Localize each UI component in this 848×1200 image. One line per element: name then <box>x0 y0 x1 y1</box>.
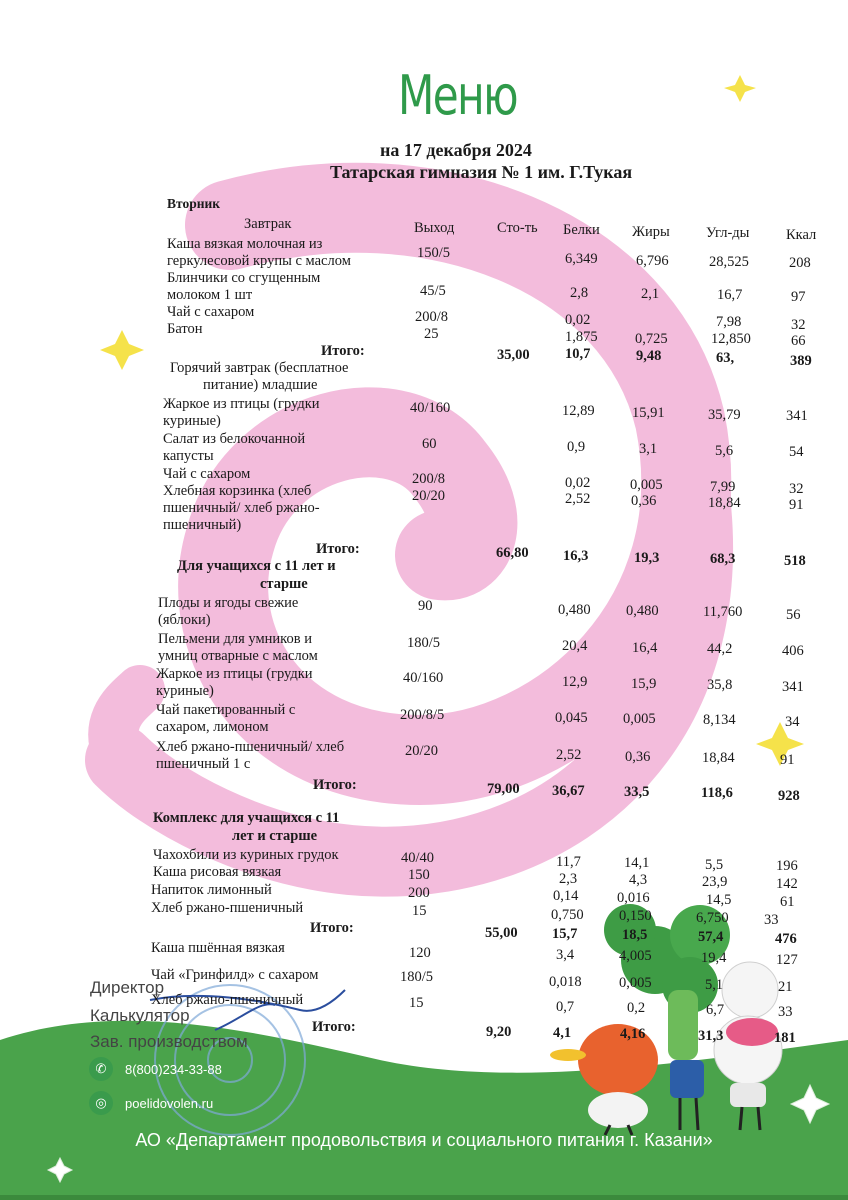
item-protein: 0,750 <box>551 907 584 923</box>
item-carbs: 12,850 <box>711 331 751 347</box>
item-name: Жаркое из птицы (грудки <box>163 396 320 412</box>
item-carbs: 18,84 <box>708 495 741 511</box>
item-kcal: 341 <box>782 679 804 695</box>
item-protein: 2,8 <box>570 285 589 301</box>
day-label: Вторник <box>167 196 221 211</box>
item-name: Жаркое из птицы (грудки <box>156 666 313 682</box>
section-title: старше <box>260 576 308 592</box>
item-kcal: 142 <box>776 876 798 892</box>
item-fat: 0,150 <box>619 908 652 924</box>
col-output: Выход <box>414 220 455 236</box>
item-carbs: 23,9 <box>702 874 728 890</box>
total-fat: 9,48 <box>636 348 662 364</box>
item-output: 180/5 <box>407 635 441 651</box>
item-fat: 0,36 <box>625 749 651 765</box>
item-output: 15 <box>409 995 424 1011</box>
item-kcal: 56 <box>786 607 801 623</box>
item-protein: 0,018 <box>549 974 582 990</box>
col-protein: Белки <box>563 222 600 238</box>
website-link[interactable]: poelidovolen.ru <box>125 1096 214 1111</box>
total-fat: 19,3 <box>634 550 660 566</box>
item-carbs: 14,5 <box>706 892 732 908</box>
item-carbs: 7,99 <box>710 479 736 495</box>
phone-icon: ✆ <box>89 1057 113 1081</box>
col-carbs: Угл-ды <box>706 225 750 241</box>
item-name: Каша вязкая молочная из <box>167 236 323 252</box>
item-output: 90 <box>418 598 433 614</box>
production-label: Зав. производством <box>90 1032 248 1051</box>
item-kcal: 34 <box>785 714 800 730</box>
item-output: 200/8 <box>412 471 446 487</box>
item-output: 15 <box>412 903 427 919</box>
item-name: Чай с сахаром <box>163 466 251 482</box>
total-protein: 4,1 <box>553 1025 572 1041</box>
item-carbs: 7,98 <box>716 314 742 330</box>
total-kcal: 518 <box>784 553 806 569</box>
item-carbs: 35,8 <box>707 677 733 693</box>
item-name: Чахохбили из куриных грудок <box>153 847 339 863</box>
item-carbs: 5,1 <box>705 977 724 993</box>
item-carbs: 11,760 <box>703 604 743 620</box>
menu-date: на 17 декабря 2024 <box>380 140 532 160</box>
total-cost: 9,20 <box>486 1024 512 1040</box>
item-fat: 3,1 <box>639 441 658 457</box>
item-name: Батон <box>167 321 203 337</box>
item-kcal: 208 <box>789 255 811 271</box>
item-carbs: 19,4 <box>701 950 727 966</box>
item-name: куриные) <box>156 683 214 699</box>
item-kcal: 61 <box>780 894 795 910</box>
item-carbs: 8,134 <box>703 712 736 728</box>
item-kcal: 196 <box>776 858 798 874</box>
item-kcal: 21 <box>778 979 793 995</box>
item-output: 200/8/5 <box>400 707 445 723</box>
total-label: Итого: <box>312 1019 356 1035</box>
item-kcal: 32 <box>789 481 804 497</box>
item-name: умниц отварные с маслом <box>158 648 318 664</box>
item-protein: 2,52 <box>556 747 582 763</box>
section-title: Для учащихся с 11 лет и <box>177 558 336 574</box>
total-carbs: 118,6 <box>701 785 733 801</box>
section-title: Горячий завтрак (бесплатное <box>170 360 349 376</box>
item-fat: 2,1 <box>641 286 660 302</box>
item-kcal: 341 <box>786 408 808 424</box>
total-kcal: 181 <box>774 1030 796 1046</box>
item-protein: 0,480 <box>558 602 591 618</box>
total-kcal: 389 <box>790 353 812 369</box>
item-fat: 0,36 <box>631 493 657 509</box>
total-carbs: 57,4 <box>698 929 724 945</box>
item-name: Каша пшённая вязкая <box>151 940 285 956</box>
item-output: 120 <box>409 945 431 961</box>
item-name: Чай пакетированный с <box>156 702 296 718</box>
item-output: 150 <box>408 867 430 883</box>
item-output: 20/20 <box>405 743 439 759</box>
item-protein: 0,02 <box>565 312 591 328</box>
item-name: Чай с сахаром <box>167 304 255 320</box>
item-name: Пельмени для умников и <box>158 631 312 647</box>
total-cost: 35,00 <box>497 347 530 363</box>
item-fat: 0,725 <box>635 331 668 347</box>
total-cost: 55,00 <box>485 925 518 941</box>
item-carbs: 5,5 <box>705 857 724 873</box>
item-kcal: 91 <box>780 752 795 768</box>
item-name: пшеничный 1 с <box>156 756 251 772</box>
total-protein: 15,7 <box>552 926 578 942</box>
item-kcal: 54 <box>789 444 804 460</box>
item-fat: 14,1 <box>624 855 650 871</box>
item-protein: 0,9 <box>567 439 586 455</box>
item-protein: 2,52 <box>565 491 591 507</box>
item-output: 40/160 <box>403 670 444 686</box>
item-output: 40/40 <box>401 850 435 866</box>
item-protein: 3,4 <box>556 947 575 963</box>
item-carbs: 18,84 <box>702 750 735 766</box>
total-fat: 18,5 <box>622 927 648 943</box>
total-fat: 33,5 <box>624 784 650 800</box>
item-protein: 20,4 <box>562 638 588 654</box>
footer-organization: АО «Департамент продовольствия и социального питания г. Казани» <box>135 1130 713 1150</box>
item-carbs: 16,7 <box>717 287 743 303</box>
item-fat: 4,005 <box>619 948 652 964</box>
item-name: куриные) <box>163 413 221 429</box>
total-label: Итого: <box>321 343 365 359</box>
item-output: 40/160 <box>410 400 451 416</box>
item-kcal: 406 <box>782 643 804 659</box>
total-label: Итого: <box>310 920 354 936</box>
school-name: Татарская гимназия № 1 им. Г.Тукая <box>330 162 633 182</box>
item-protein: 0,7 <box>556 999 575 1015</box>
item-carbs: 6,7 <box>706 1002 725 1018</box>
item-output: 200 <box>408 885 430 901</box>
item-name: геркулесовой крупы с маслом <box>167 253 351 269</box>
item-protein: 12,89 <box>562 403 595 419</box>
item-kcal: 33 <box>778 1004 793 1020</box>
item-name: Хлеб ржано-пшеничный <box>151 900 304 916</box>
item-name: пшеничный) <box>163 517 242 533</box>
total-label: Итого: <box>316 541 360 557</box>
item-protein: 0,045 <box>555 710 588 726</box>
item-fat: 0,005 <box>623 711 656 727</box>
item-carbs: 5,6 <box>715 443 734 459</box>
item-output: 45/5 <box>420 283 446 299</box>
item-carbs: 28,525 <box>709 254 749 270</box>
item-output: 60 <box>422 436 437 452</box>
item-fat: 15,9 <box>631 676 657 692</box>
director-label: Директор <box>90 978 165 997</box>
section-title: лет и старше <box>232 828 318 844</box>
item-name: Плоды и ягоды свежие <box>158 595 299 611</box>
item-fat: 0,005 <box>630 477 663 493</box>
item-kcal: 91 <box>789 497 804 513</box>
item-fat: 15,91 <box>632 405 665 421</box>
item-name: (яблоки) <box>158 612 211 628</box>
item-output: 200/8 <box>415 309 449 325</box>
item-output: 150/5 <box>417 245 451 261</box>
item-name: пшеничный/ хлеб ржано- <box>163 500 320 516</box>
item-name: Хлебная корзинка (хлеб <box>163 483 312 499</box>
phone-number[interactable]: 8(800)234-33-88 <box>125 1062 222 1077</box>
section-title: питание) младшие <box>203 377 318 393</box>
item-kcal: 33 <box>764 912 779 928</box>
item-fat: 6,796 <box>636 253 669 269</box>
total-cost: 66,80 <box>496 545 529 561</box>
item-name: Блинчики со сгущенным <box>167 270 321 286</box>
total-carbs: 31,3 <box>698 1028 724 1044</box>
total-kcal: 928 <box>778 788 800 804</box>
item-protein: 1,875 <box>565 329 598 345</box>
item-name: капусты <box>163 448 214 464</box>
item-protein: 6,349 <box>565 251 598 267</box>
item-protein: 0,02 <box>565 475 591 491</box>
item-kcal: 97 <box>791 289 806 305</box>
total-fat: 4,16 <box>620 1026 646 1042</box>
col-fat: Жиры <box>632 224 670 240</box>
total-protein: 16,3 <box>563 548 589 564</box>
total-label: Итого: <box>313 777 357 793</box>
col-cost: Сто-ть <box>497 220 538 236</box>
item-name: сахаром, лимоном <box>156 719 269 735</box>
item-carbs: 6,750 <box>696 910 729 926</box>
item-kcal: 66 <box>791 333 806 349</box>
item-name: Каша рисовая вязкая <box>153 864 282 880</box>
menu-title: Меню <box>398 64 518 127</box>
item-protein: 2,3 <box>559 871 578 887</box>
globe-icon: ◎ <box>89 1091 113 1115</box>
item-kcal: 32 <box>791 317 806 333</box>
item-output: 180/5 <box>400 969 434 985</box>
calculator-label: Калькулятор <box>90 1006 190 1025</box>
item-fat: 0,005 <box>619 975 652 991</box>
item-name: Напиток лимонный <box>151 882 272 898</box>
item-name: Салат из белокочанной <box>163 431 306 447</box>
item-output: 20/20 <box>412 488 446 504</box>
total-kcal: 476 <box>775 931 797 947</box>
item-protein: 12,9 <box>562 674 588 690</box>
item-fat: 0,480 <box>626 603 659 619</box>
item-protein: 0,14 <box>553 888 579 904</box>
section-title: Комплекс для учащихся с 11 <box>153 810 340 826</box>
total-protein: 10,7 <box>565 346 591 362</box>
item-name: молоком 1 шт <box>167 287 253 303</box>
item-protein: 11,7 <box>556 854 581 870</box>
total-cost: 79,00 <box>487 781 520 797</box>
item-carbs: 35,79 <box>708 407 741 423</box>
total-carbs: 68,3 <box>710 551 736 567</box>
col-kcal: Ккал <box>786 227 817 243</box>
item-carbs: 44,2 <box>707 641 733 657</box>
item-fat: 16,4 <box>632 640 658 656</box>
item-fat: 4,3 <box>629 872 648 888</box>
col-meal: Завтрак <box>244 216 292 232</box>
item-fat: 0,2 <box>627 1000 646 1016</box>
item-name: Хлеб ржано-пшеничный/ хлеб <box>156 739 345 755</box>
item-name: Чай «Гринфилд» с сахаром <box>151 967 319 983</box>
item-kcal: 127 <box>776 952 798 968</box>
item-fat: 0,016 <box>617 890 650 906</box>
total-carbs: 63, <box>716 350 735 366</box>
item-name: Хлеб ржано-пшеничный <box>151 992 304 1008</box>
item-output: 25 <box>424 326 439 342</box>
total-protein: 36,67 <box>552 783 585 799</box>
